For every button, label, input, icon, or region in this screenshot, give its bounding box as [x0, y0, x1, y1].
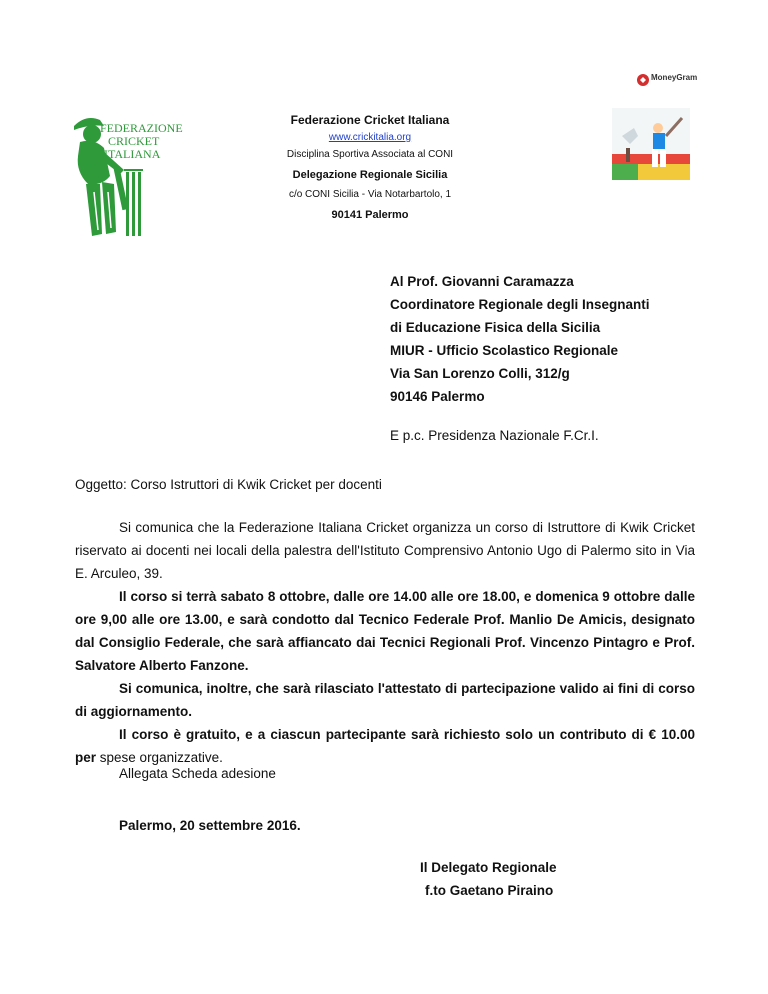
- cricket-illustration: [612, 108, 690, 180]
- org-name: Federazione Cricket Italiana: [290, 113, 450, 127]
- cc-line: E p.c. Presidenza Nazionale F.Cr.I.: [390, 428, 599, 443]
- body-paragraph: [75, 723, 695, 769]
- website-link[interactable]: www.crickitalia.org: [328, 132, 412, 143]
- signature-title: Il Delegato Regionale: [420, 860, 557, 875]
- recipient-line: di Educazione Fisica della Sicilia: [390, 320, 601, 335]
- body-paragraph: Si comunica, inoltre, che sarà rilasciato l'attestato di partecipazione valido ai fini di corso di aggiornamento.: [75, 681, 695, 719]
- recipient-block: [390, 270, 650, 408]
- signature-name: f.to Gaetano Piraino: [425, 883, 554, 898]
- letterhead: [250, 112, 490, 227]
- body-paragraph: Il corso si terrà sabato 8 ottobre, dalle ore 14.00 alle ore 18.00, e domenica 9 ottobre dalle ore 9,00 alle ore 13.00, e sarà condotto dal Tecnico Federale Prof. Manlio De Amicis, designato dal Consiglio Federale, che sarà affiancato dai Tecnici Regionali Prof. Vincenzo Pintagro e Prof. Salvatore Alberto Fanzone.: [75, 589, 695, 673]
- logo-text-line: FEDERAZIONE: [100, 121, 183, 135]
- paragraph-regular-part: spese organizzative.: [99, 750, 223, 765]
- sponsor-logo: [636, 72, 696, 88]
- sponsor-text: MoneyGram: [651, 73, 698, 82]
- paragraph-bold-part: Il corso è gratuito, e a ciascun partecipante sarà richiesto solo un contributo di € 10.00 per: [75, 727, 695, 765]
- delegation-name: Delegazione Regionale Sicilia: [292, 169, 448, 181]
- recipient-line: 90146 Palermo: [390, 389, 485, 404]
- recipient-line: Coordinatore Regionale degli Insegnanti: [390, 297, 650, 312]
- logo-text-line: ITALIANA: [104, 147, 161, 161]
- logo-text-line: CRICKET: [108, 134, 160, 148]
- coni-line: Disciplina Sportiva Associata al CONI: [286, 149, 454, 160]
- fci-logo: [64, 112, 182, 240]
- recipient-line: Via San Lorenzo Colli, 312/g: [390, 366, 570, 381]
- address-line: c/o CONI Sicilia - Via Notarbartolo, 1: [288, 189, 452, 200]
- body-paragraph: Si comunica che la Federazione Italiana Cricket organizza un corso di Istruttore di Kwik Cricket riservato ai docenti nei locali della palestra dell'Istituto Comprensivo Antonio Ugo di Palermo sito in Via E. Arculeo, 39.: [75, 520, 695, 581]
- subject-line: Oggetto: Corso Istruttori di Kwik Cricket per docenti: [75, 477, 382, 492]
- attachment-note: Allegata Scheda adesione: [119, 766, 276, 781]
- recipient-line: Al Prof. Giovanni Caramazza: [390, 274, 574, 289]
- city-line: 90141 Palermo: [331, 209, 409, 221]
- recipient-line: MIUR - Ufficio Scolastico Regionale: [390, 343, 619, 358]
- letter-date: Palermo, 20 settembre 2016.: [119, 818, 301, 833]
